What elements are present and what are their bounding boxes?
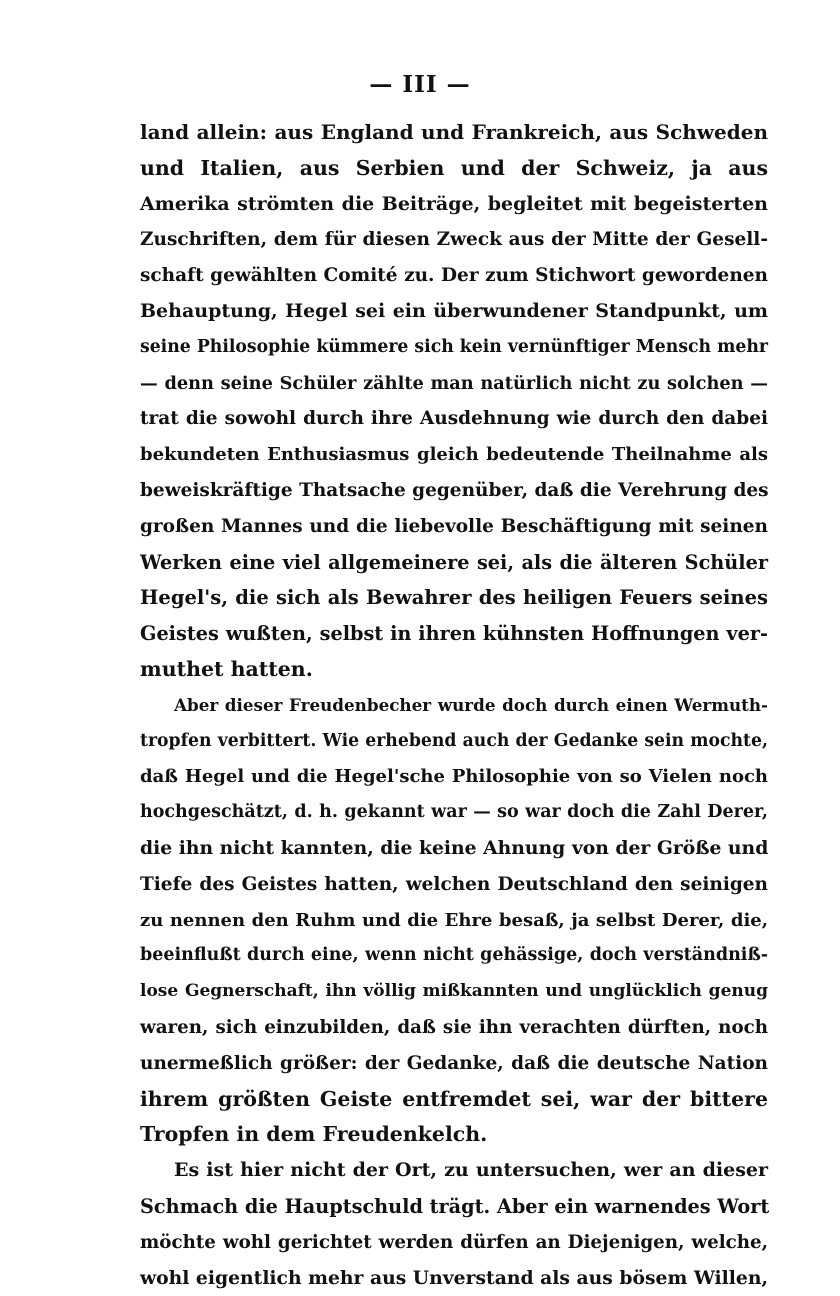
text-line: tropfen verbittert. Wie erhebend auch der Gedanke sein mochte, xyxy=(140,724,768,760)
text-line: Zuschriften, dem für diesen Zweck aus der Mitte der Gesell- xyxy=(140,222,768,258)
text-line: Aber dieser Freudenbecher wurde doch durch einen Wermuth- xyxy=(140,688,768,724)
page-number: — III — xyxy=(0,70,840,100)
text-line: — denn seine Schüler zählte man natürlich nicht zu solchen — xyxy=(140,366,768,402)
text-line: wohl eigentlich mehr aus Unverstand als aus bösem Willen, xyxy=(140,1261,768,1296)
text-line: beeinflußt durch eine, wenn nicht gehässige, doch verständniß- xyxy=(140,938,768,974)
text-line: und Italien, aus Serbien und der Schweiz, ja aus xyxy=(140,151,768,187)
text-line: Hegel's, die sich als Bewahrer des heiligen Feuers seines xyxy=(140,580,768,616)
body-text xyxy=(140,115,768,1296)
text-line: waren, sich einzubilden, daß sie ihn verachten dürften, noch xyxy=(140,1010,768,1046)
text-line: unermeßlich größer: der Gedanke, daß die deutsche Nation xyxy=(140,1046,768,1082)
text-line: Behauptung, Hegel sei ein überwundener Standpunkt, um xyxy=(140,294,768,330)
text-line: land allein: aus England und Frankreich, aus Schweden xyxy=(140,115,768,151)
text-line: lose Gegnerschaft, ihn völlig mißkannten und unglücklich genug xyxy=(140,974,768,1010)
text-line: Tiefe des Geistes hatten, welchen Deutschland den seinigen xyxy=(140,867,768,903)
text-line: zu nennen den Ruhm und die Ehre besaß, ja selbst Derer, die, xyxy=(140,903,768,939)
text-line: trat die sowohl durch ihre Ausdehnung wie durch den dabei xyxy=(140,401,768,437)
text-line: Werken eine viel allgemeinere sei, als die älteren Schüler xyxy=(140,545,768,581)
text-line: ihrem größten Geiste entfremdet sei, war der bittere xyxy=(140,1082,768,1118)
text-line: Es ist hier nicht der Ort, zu untersuchen, wer an dieser xyxy=(140,1153,768,1189)
text-line: Schmach die Hauptschuld trägt. Aber ein warnendes Wort xyxy=(140,1189,768,1225)
text-line: Geistes wußten, selbst in ihren kühnsten Hoffnungen ver- xyxy=(140,616,768,652)
text-line: großen Mannes und die liebevolle Beschäftigung mit seinen xyxy=(140,509,768,545)
text-line: daß Hegel und die Hegel'sche Philosophie von so Vielen noch xyxy=(140,759,768,795)
text-line: beweiskräftige Thatsache gegenüber, daß die Verehrung des xyxy=(140,473,768,509)
text-line: Tropfen in dem Freudenkelch. xyxy=(140,1117,768,1153)
text-line: muthet hatten. xyxy=(140,652,768,688)
text-line: Amerika strömten die Beiträge, begleitet mit begeisterten xyxy=(140,187,768,223)
text-line: möchte wohl gerichtet werden dürfen an Diejenigen, welche, xyxy=(140,1225,768,1261)
text-line: schaft gewählten Comité zu. Der zum Stichwort gewordenen xyxy=(140,258,768,294)
text-line: hochgeschätzt, d. h. gekannt war — so war doch die Zahl Derer, xyxy=(140,795,768,831)
text-line: die ihn nicht kannten, die keine Ahnung von der Größe und xyxy=(140,831,768,867)
text-line: seine Philosophie kümmere sich kein vernünftiger Mensch mehr xyxy=(140,330,768,366)
text-line: bekundeten Enthusiasmus gleich bedeutende Theilnahme als xyxy=(140,437,768,473)
